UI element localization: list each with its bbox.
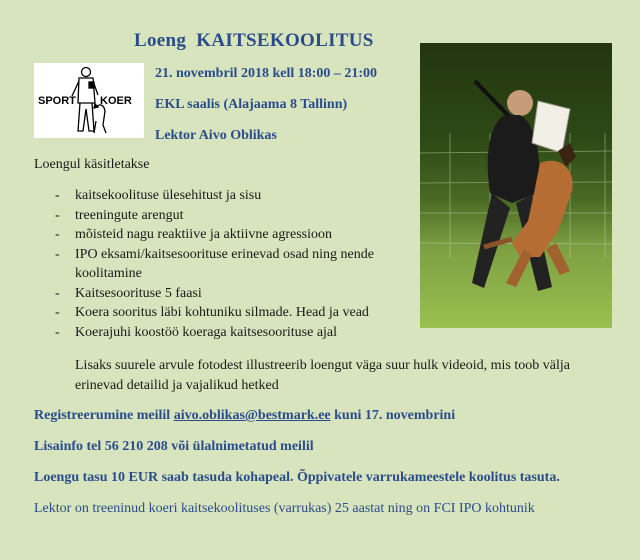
list-marker: - bbox=[55, 324, 60, 340]
list-item: - kaitsekoolituse ülesehitust ja sisu bbox=[55, 186, 395, 206]
event-date: 21. novembril 2018 kell 18:00 – 21:00 bbox=[155, 66, 378, 81]
event-lecturer: Lektor Aivo Oblikas bbox=[155, 128, 277, 143]
lecturer-bio: Lektor on treeninud koeri kaitsekoolituses (varrukas) 25 aastat ning on FCI IPO kohtunik bbox=[34, 501, 535, 516]
list-item: - Koera sooritus läbi kohtuniku silmade. Head ja vead bbox=[55, 303, 395, 323]
list-marker: - bbox=[55, 227, 60, 242]
list-marker: - bbox=[55, 285, 60, 301]
logo-word-sport: SPORT bbox=[38, 95, 76, 107]
list-item: - treeningute arengut bbox=[55, 206, 395, 226]
topics-intro: Loengul käsitletakse bbox=[34, 157, 150, 172]
video-note: Lisaks suurele arvule fotodest illustreerib loengut väga suur hulk videoid, mis toob välja erinevad detailid ja vajalikud hetked bbox=[75, 358, 570, 393]
logo-word-koer: KOER bbox=[100, 95, 132, 107]
list-marker: - bbox=[55, 305, 60, 320]
list-marker: - bbox=[55, 246, 60, 262]
more-info-line: Lisainfo tel 56 210 208 või ülalnimetatud meilil bbox=[34, 439, 314, 454]
event-venue: EKL saalis (Alajaama 8 Tallinn) bbox=[155, 97, 348, 112]
topics-list bbox=[55, 186, 395, 342]
list-item: - Koerajuhi koostöö koeraga kaitsesoorituse ajal bbox=[55, 323, 395, 343]
list-marker: - bbox=[55, 207, 60, 223]
page-title: Loeng KAITSEKOOLITUS bbox=[134, 30, 374, 51]
list-marker: - bbox=[55, 188, 60, 203]
email-link[interactable]: aivo.oblikas@bestmark.ee bbox=[173, 408, 331, 423]
registration-line: Registreerumine meilil aivo.oblikas@bestmark.ee kuni 17. novembrini bbox=[34, 408, 456, 423]
fee-line: Loengu tasu 10 EUR saab tasuda kohapeal. Õppivatele varrukameestele koolitus tasuta. bbox=[34, 470, 560, 485]
dog-training-photo bbox=[420, 43, 612, 328]
list-item: - Kaitsesoorituse 5 faasi bbox=[55, 284, 395, 304]
sportkoer-logo bbox=[34, 63, 144, 138]
list-item: - mõisteid nagu reaktiive ja aktiivne agressioon bbox=[55, 225, 395, 245]
list-item: - IPO eksami/kaitsesoorituse erinevad osad ning nende koolitamine bbox=[55, 246, 374, 281]
